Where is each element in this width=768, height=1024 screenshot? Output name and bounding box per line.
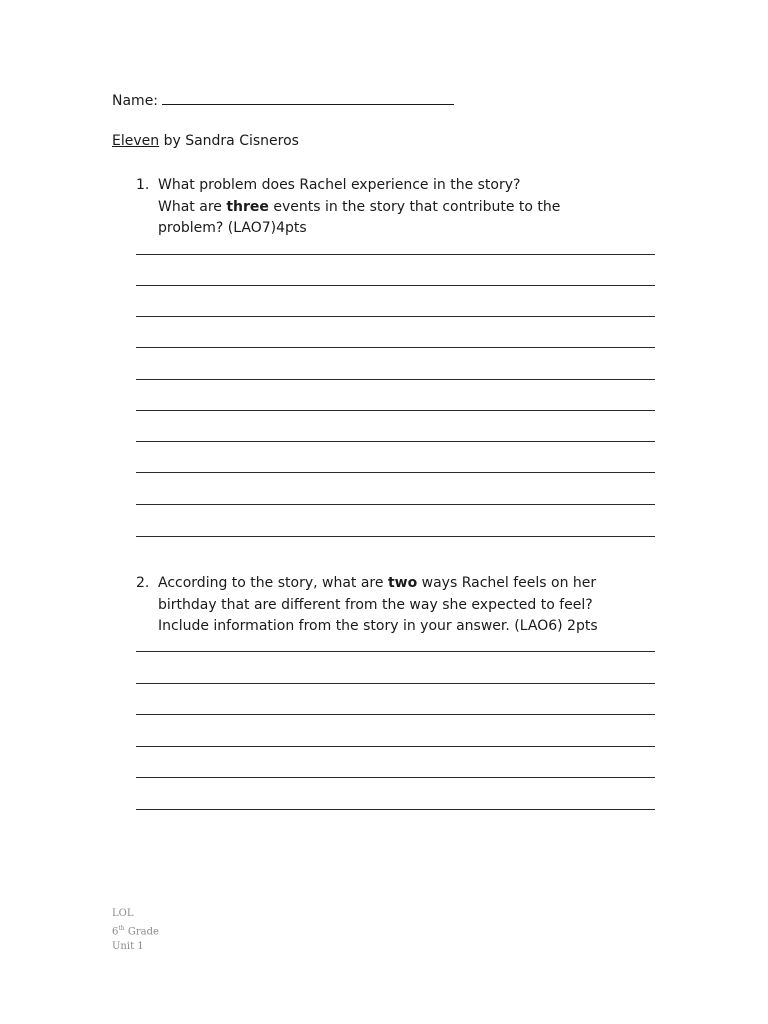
name-blank-line[interactable] bbox=[162, 90, 454, 105]
answer-line-q2-1[interactable] bbox=[136, 651, 655, 652]
answer-line-q1-4[interactable] bbox=[136, 347, 655, 348]
story-author: by Sandra Cisneros bbox=[163, 133, 299, 149]
name-field bbox=[112, 90, 454, 109]
footer-unit: Unit 1 bbox=[112, 941, 144, 953]
answer-line-q1-8[interactable] bbox=[136, 472, 655, 473]
question-line bbox=[158, 197, 658, 219]
emphasis-word: two bbox=[387, 575, 418, 591]
question-line: birthday that are different from the way she expected to feel? bbox=[158, 596, 593, 613]
question-line bbox=[158, 573, 658, 595]
question-number: 1. bbox=[136, 177, 150, 193]
answer-line-q2-6[interactable] bbox=[136, 809, 655, 810]
footer-grade bbox=[112, 921, 159, 939]
question-number: 2. bbox=[136, 575, 150, 591]
answer-line-q1-6[interactable] bbox=[136, 410, 655, 411]
answer-line-q2-2[interactable] bbox=[136, 683, 655, 684]
question-line: What problem does Rachel experience in the story? bbox=[158, 177, 521, 193]
question-text-segment: ways Rachel feels on her bbox=[417, 575, 597, 591]
name-label: Name: bbox=[112, 93, 159, 109]
question-line: problem? (LAO7)4pts bbox=[158, 220, 307, 236]
answer-line-q1-9[interactable] bbox=[136, 504, 655, 505]
grade-number: 6 bbox=[112, 926, 119, 938]
answer-line-q1-3[interactable] bbox=[136, 316, 655, 317]
question-text bbox=[158, 175, 658, 240]
answer-line-q2-5[interactable] bbox=[136, 777, 655, 778]
question-text-segment: According to the story, what are bbox=[158, 575, 388, 591]
answer-line-q1-1[interactable] bbox=[136, 254, 655, 255]
answer-line-q1-10[interactable] bbox=[136, 536, 655, 537]
emphasis-word: three bbox=[226, 198, 269, 215]
answer-line-q2-3[interactable] bbox=[136, 714, 655, 715]
story-name: Eleven bbox=[112, 133, 160, 149]
grade-word: Grade bbox=[124, 926, 159, 938]
story-title bbox=[112, 133, 299, 149]
answer-line-q1-2[interactable] bbox=[136, 285, 655, 286]
question-text-segment: What are bbox=[158, 198, 227, 215]
answer-line-q1-7[interactable] bbox=[136, 441, 655, 442]
answer-line-q2-4[interactable] bbox=[136, 746, 655, 747]
page-footer bbox=[112, 906, 159, 954]
question-text-segment: events in the story that contribute to the bbox=[268, 198, 561, 215]
footer-course: LOL bbox=[112, 908, 134, 919]
question-line: Include information from the story in your answer. (LAO6) 2pts bbox=[158, 618, 598, 634]
grade-suffix: th bbox=[118, 925, 125, 932]
answer-line-q1-5[interactable] bbox=[136, 379, 655, 380]
question-text bbox=[158, 573, 658, 638]
